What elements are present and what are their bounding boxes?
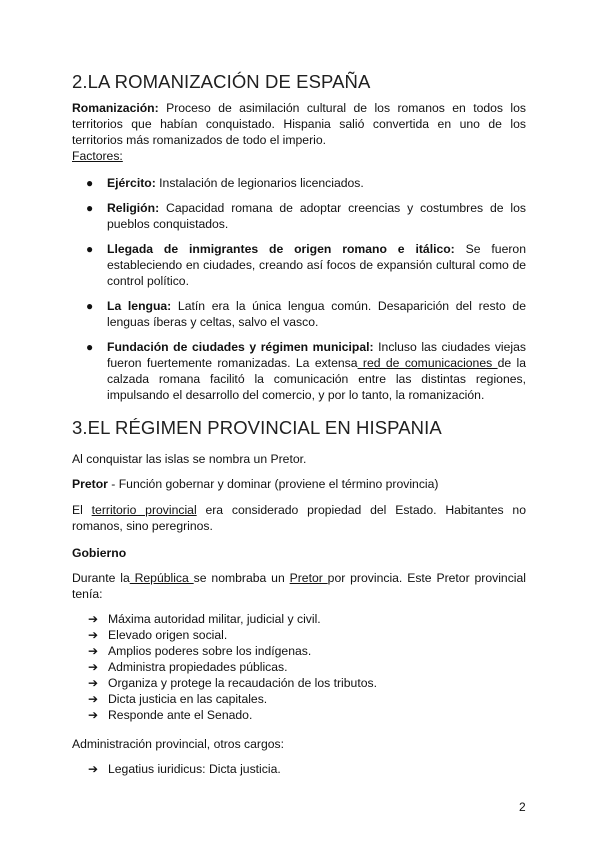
arrow-icon: ➔ [88,676,99,690]
territorio-before: El [72,503,92,517]
admin-label: Administración provincial, otros cargos: [72,737,285,751]
arrow-icon: ➔ [88,708,99,722]
arrow-icon: ➔ [88,628,99,642]
bullet-icon: ● [86,201,94,215]
list-item [72,691,526,707]
list-item [72,659,526,675]
pretor-definition [72,476,526,492]
list-item-text: Responde ante el Senado. [108,708,253,722]
definition-term: Romanización: [72,101,159,115]
bullet-icon: ● [86,299,94,313]
admin-list [72,761,526,777]
republica-link[interactable]: República [129,571,194,585]
list-item-text: Administra propiedades públicas. [108,660,288,674]
territorio-provincial-link[interactable]: territorio provincial [91,503,197,517]
factor-item [72,200,526,232]
list-item-text: Elevado origen social. [108,628,228,642]
list-item-text: Organiza y protege la recaudación de los tributos. [108,676,377,690]
factor-term: Fundación de ciudades y régimen municipal: [107,340,374,354]
gobierno-paragraph [72,570,526,602]
factores-list [72,175,526,412]
gobierno-text: Durante la [72,571,130,585]
factor-item [72,339,526,403]
factor-text: Incluso las ciudades viejas fueron fuertemente romanizadas. La extensa [107,340,526,370]
factor-term: Llegada de inmigrantes de origen romano e itálico: [107,242,455,256]
list-item [72,761,526,777]
gobierno-text: por provincia. Este Pretor provincial tenía: [72,571,526,601]
bullet-icon: ● [86,242,94,256]
list-item [72,627,526,643]
gobierno-heading-text: Gobierno [72,546,127,560]
territorio-paragraph [72,502,526,534]
factor-item [72,241,526,289]
factor-term: Ejército: [107,176,156,190]
list-item [72,643,526,659]
factores-label-text: Factores: [72,149,123,163]
page-number: 2 [519,800,526,814]
factor-text: Capacidad romana de adoptar creencias y costumbres de los pueblos conquistados. [107,201,526,231]
arrow-icon: ➔ [88,762,99,776]
gobierno-text: se nombraba un [193,571,290,585]
factores-label [72,148,526,164]
list-item-text: Máxima autoridad militar, judicial y civil. [108,612,321,626]
arrow-icon: ➔ [88,612,99,626]
factor-item [72,298,526,330]
definition-text: Proceso de asimilación cultural de los romanos en todos los territorios que habían conquistado. Hispania salió convertida en uno de los territorios más romanizados de todo el imperio. [72,101,526,147]
factor-text: de la calzada romana facilitó la comunicación entre las distintas regiones, impulsando el desarrollo del comercio, y por lo tanto, la romanización. [107,356,527,402]
romanizacion-definition [72,100,526,148]
arrow-icon: ➔ [88,644,99,658]
list-item [72,707,526,723]
section-2-title: 2.LA ROMANIZACIÓN DE ESPAÑA [72,71,371,92]
pretor-powers-list [72,611,526,723]
gobierno-heading [72,545,526,561]
bullet-icon: ● [86,340,94,354]
factor-term: La lengua: [107,299,172,313]
pretor-text: - Función gobernar y dominar (proviene el término provincia) [107,477,439,491]
list-item [72,611,526,627]
bullet-icon: ● [86,176,94,190]
pretor-term: Pretor [72,477,108,491]
factor-text: Instalación de legionarios licenciados. [155,176,364,190]
arrow-icon: ➔ [88,692,99,706]
section-3-title: 3.EL RÉGIMEN PROVINCIAL EN HISPANIA [72,417,442,438]
factor-item [72,175,526,191]
list-item-text: Amplios poderes sobre los indígenas. [108,644,312,658]
factor-text: Se fueron estableciendo en ciudades, creando así focos de expansión cultural como de control político. [107,242,526,288]
factor-text: Latín era la única lengua común. Desaparición del resto de lenguas íberas y celtas, salvo el vasco. [107,299,526,329]
arrow-icon: ➔ [88,660,99,674]
red-comunicaciones-link[interactable]: red de comunicaciones [357,356,498,370]
territorio-after: era considerado propiedad del Estado. Habitantes no romanos, sino peregrinos. [72,503,526,533]
list-item-text: Dicta justicia en las capitales. [108,692,268,706]
section-3-intro: Al conquistar las islas se nombra un Pretor. [72,452,307,466]
pretor-link[interactable]: Pretor [289,571,328,585]
list-item-text: Legatius iuridicus: Dicta justicia. [108,762,281,776]
list-item [72,675,526,691]
factor-term: Religión: [107,201,160,215]
